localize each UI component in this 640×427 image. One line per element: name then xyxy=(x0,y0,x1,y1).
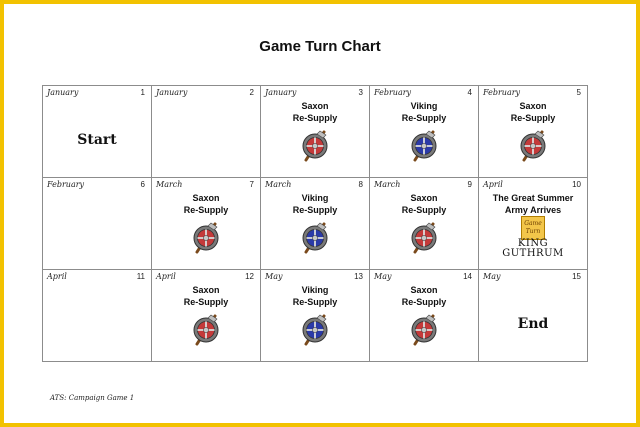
turn-event: Saxon Re-Supply xyxy=(183,285,229,307)
marker-line-2: Turn xyxy=(525,228,541,235)
turn-month: February xyxy=(374,88,412,97)
turn-cell-8 xyxy=(261,178,370,270)
turn-end-label: End xyxy=(517,316,549,332)
turn-start-label: Start xyxy=(77,132,117,148)
turn-month: March xyxy=(265,180,292,189)
turn-cell-4 xyxy=(370,86,479,178)
turn-row xyxy=(43,86,588,178)
turn-month: March xyxy=(374,180,401,189)
turn-event: Viking Re-Supply xyxy=(292,193,338,215)
turn-event: Saxon Re-Supply xyxy=(183,193,229,215)
turn-month: May xyxy=(265,272,283,281)
marker-line-1: Game xyxy=(524,220,542,227)
turn-month: January xyxy=(265,88,297,97)
turn-number: 13 xyxy=(354,272,363,281)
turn-number: 1 xyxy=(140,88,145,97)
saxon-shield-icon xyxy=(300,129,330,163)
turn-month: February xyxy=(483,88,521,97)
turn-number: 7 xyxy=(249,180,254,189)
turn-month: April xyxy=(483,180,503,189)
turn-number: 14 xyxy=(463,272,472,281)
turn-event: Saxon Re-Supply xyxy=(510,101,556,123)
turn-number: 11 xyxy=(136,272,145,281)
turn-cell-14 xyxy=(370,270,479,362)
turn-number: 5 xyxy=(576,88,581,97)
turn-month: February xyxy=(47,180,85,189)
footer-note: ATS: Campaign Game 1 xyxy=(50,394,135,402)
turn-cell-12 xyxy=(152,270,261,362)
viking-shield-icon xyxy=(409,129,439,163)
turn-month: January xyxy=(47,88,79,97)
saxon-shield-icon xyxy=(191,313,221,347)
turn-cell-6 xyxy=(43,178,152,270)
page-title: Game Turn Chart xyxy=(259,38,381,55)
turn-cell-15 xyxy=(479,270,588,362)
turn-month: May xyxy=(483,272,501,281)
turn-cell-2 xyxy=(152,86,261,178)
turn-cell-9 xyxy=(370,178,479,270)
turn-event: Viking Re-Supply xyxy=(292,285,338,307)
turn-month: March xyxy=(156,180,183,189)
leader-name: KING GUTHRUM xyxy=(502,238,564,259)
turn-number: 9 xyxy=(467,180,472,189)
saxon-shield-icon xyxy=(191,221,221,255)
turn-chart-grid xyxy=(42,85,588,362)
turn-number: 3 xyxy=(358,88,363,97)
turn-cell-1 xyxy=(43,86,152,178)
game-turn-marker[interactable] xyxy=(521,216,545,240)
saxon-shield-icon xyxy=(409,221,439,255)
turn-month: April xyxy=(47,272,67,281)
turn-number: 15 xyxy=(572,272,581,281)
turn-number: 10 xyxy=(572,180,581,189)
viking-shield-icon xyxy=(300,221,330,255)
turn-number: 4 xyxy=(467,88,472,97)
turn-row xyxy=(43,178,588,270)
turn-event: Saxon Re-Supply xyxy=(292,101,338,123)
turn-number: 12 xyxy=(245,272,254,281)
viking-shield-icon xyxy=(300,313,330,347)
turn-number: 6 xyxy=(140,180,145,189)
turn-row xyxy=(43,270,588,362)
turn-number: 8 xyxy=(358,180,363,189)
turn-month: May xyxy=(374,272,392,281)
saxon-shield-icon xyxy=(518,129,548,163)
turn-cell-3 xyxy=(261,86,370,178)
turn-event: Saxon Re-Supply xyxy=(401,193,447,215)
turn-cell-10 xyxy=(479,178,588,270)
turn-event: Viking Re-Supply xyxy=(401,101,447,123)
turn-event: Saxon Re-Supply xyxy=(401,285,447,307)
turn-cell-5 xyxy=(479,86,588,178)
turn-cell-7 xyxy=(152,178,261,270)
turn-cell-11 xyxy=(43,270,152,362)
turn-month: January xyxy=(156,88,188,97)
saxon-shield-icon xyxy=(409,313,439,347)
turn-event: The Great Summer Army Arrives xyxy=(492,193,574,215)
turn-cell-13 xyxy=(261,270,370,362)
turn-number: 2 xyxy=(249,88,254,97)
turn-month: April xyxy=(156,272,176,281)
